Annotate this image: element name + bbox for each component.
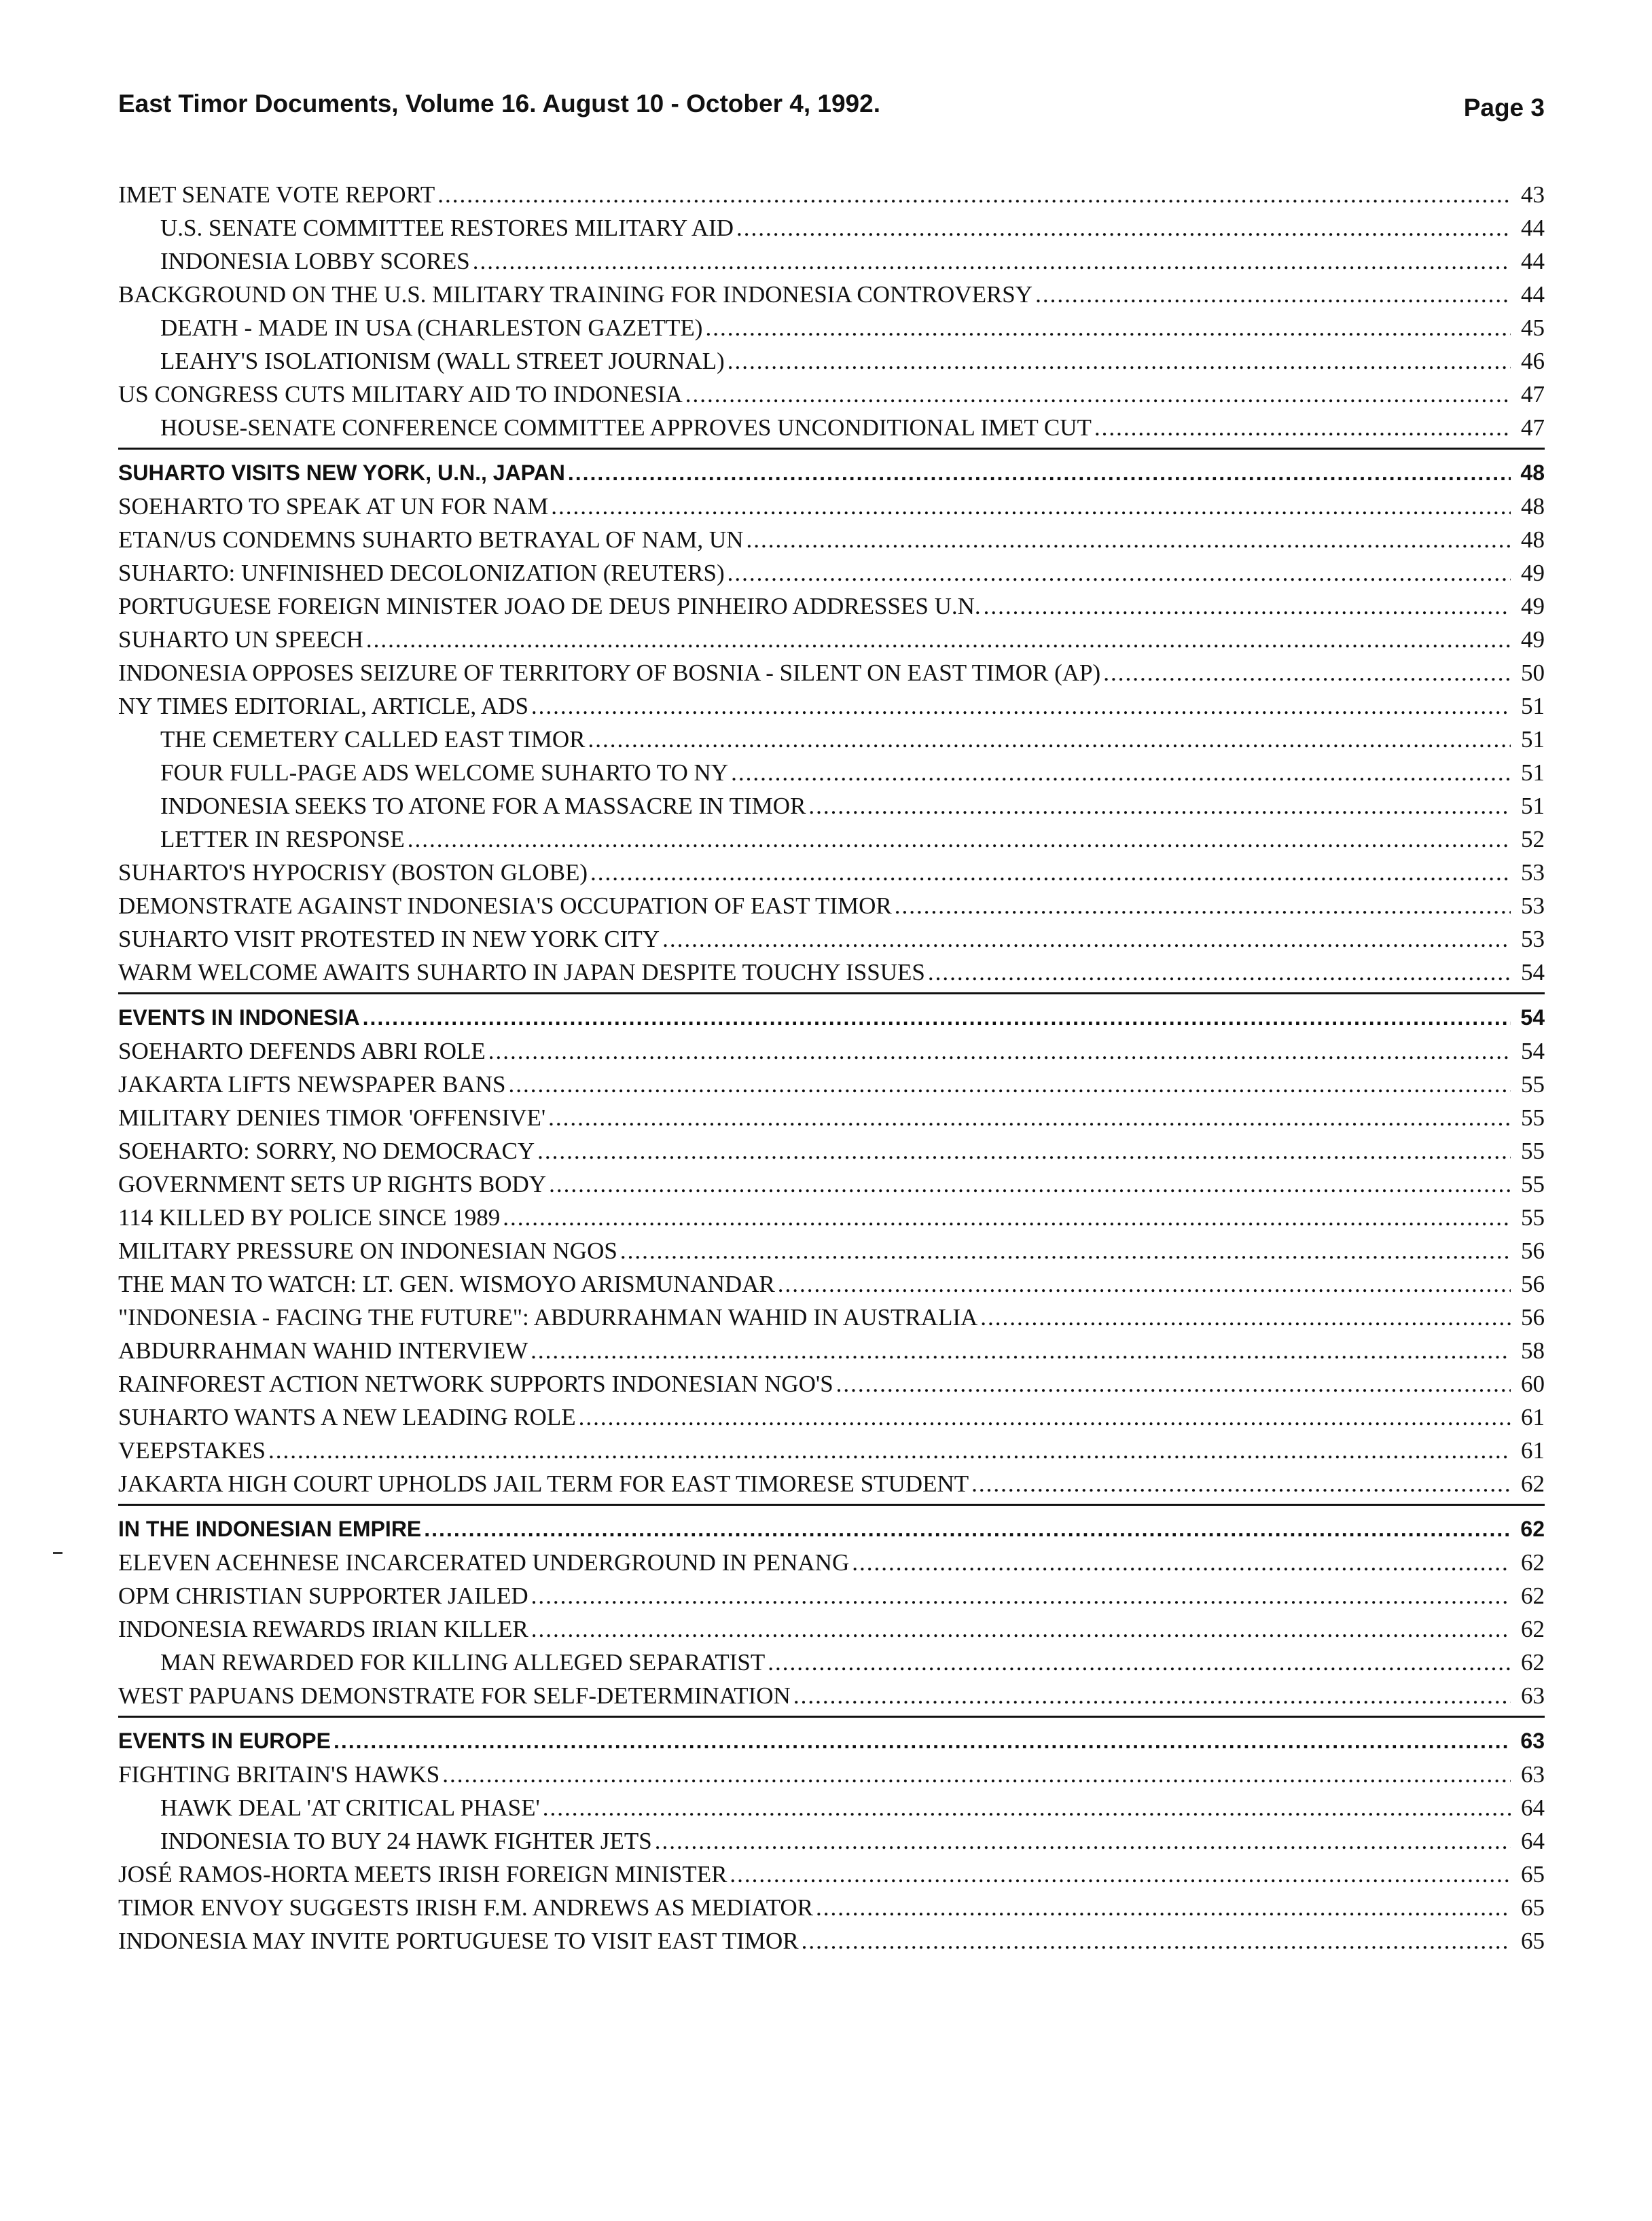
toc-entry-title: MAN REWARDED FOR KILLING ALLEGED SEPARATIST bbox=[160, 1649, 766, 1676]
dot-leader bbox=[551, 490, 1511, 523]
dot-leader bbox=[768, 1646, 1511, 1679]
toc-entry-page: 56 bbox=[1521, 1304, 1545, 1331]
toc-entry-page: 56 bbox=[1521, 1271, 1545, 1297]
toc-entry-title: OPM CHRISTIAN SUPPORTER JAILED bbox=[118, 1583, 528, 1609]
page-header bbox=[118, 90, 1545, 130]
toc-entry-page: 61 bbox=[1521, 1404, 1545, 1430]
toc-entry-title: HAWK DEAL 'AT CRITICAL PHASE' bbox=[160, 1794, 540, 1821]
toc-entry-page: 48 bbox=[1521, 526, 1545, 553]
toc-entry[interactable] bbox=[118, 590, 1545, 623]
toc-entry-title: INDONESIA TO BUY 24 HAWK FIGHTER JETS bbox=[160, 1828, 652, 1854]
toc-entry[interactable] bbox=[118, 523, 1545, 556]
toc-entry[interactable] bbox=[118, 922, 1545, 956]
toc-entry-page: 54 bbox=[1521, 959, 1545, 986]
toc-entry-page: 50 bbox=[1521, 660, 1545, 686]
dot-leader bbox=[543, 1791, 1511, 1824]
toc-entry[interactable] bbox=[118, 1367, 1545, 1401]
section-heading[interactable] bbox=[118, 456, 1545, 490]
toc-entry-page: 62 bbox=[1521, 1649, 1545, 1676]
toc-entry[interactable] bbox=[118, 1401, 1545, 1434]
dot-leader bbox=[736, 211, 1511, 245]
dot-leader bbox=[424, 1513, 1511, 1546]
toc-entry-title: IMET SENATE VOTE REPORT bbox=[118, 181, 435, 208]
section-heading-title: SUHARTO VISITS NEW YORK, U.N., JAPAN bbox=[118, 461, 565, 485]
toc-entry[interactable] bbox=[118, 1858, 1545, 1891]
toc-entry-page: 61 bbox=[1521, 1437, 1545, 1464]
toc-entry-page: 55 bbox=[1521, 1071, 1545, 1098]
toc-entry-title: INDONESIA REWARDS IRIAN KILLER bbox=[118, 1616, 528, 1642]
toc-entry-title: INDONESIA LOBBY SCORES bbox=[160, 248, 470, 274]
dot-leader bbox=[531, 1612, 1511, 1646]
toc-entry[interactable] bbox=[118, 490, 1545, 523]
toc-entry-page: 55 bbox=[1521, 1138, 1545, 1164]
toc-entry[interactable] bbox=[118, 623, 1545, 656]
toc-entry-page: 55 bbox=[1521, 1171, 1545, 1197]
dot-leader bbox=[852, 1546, 1511, 1579]
dot-leader bbox=[508, 1068, 1511, 1101]
dot-leader bbox=[685, 378, 1511, 411]
toc-entry[interactable] bbox=[118, 823, 1545, 856]
toc-entry[interactable] bbox=[118, 1201, 1545, 1234]
toc-entry-page: 63 bbox=[1521, 1761, 1545, 1788]
toc-entry-title: MILITARY DENIES TIMOR 'OFFENSIVE' bbox=[118, 1104, 546, 1131]
toc-entry[interactable] bbox=[118, 411, 1545, 444]
toc-entry-title: WEST PAPUANS DEMONSTRATE FOR SELF-DETERMINATION bbox=[118, 1682, 791, 1709]
toc-entry[interactable] bbox=[118, 1546, 1545, 1579]
dot-leader bbox=[980, 1301, 1511, 1334]
toc-entry-page: 56 bbox=[1521, 1238, 1545, 1264]
toc-entry-title: U.S. SENATE COMMITTEE RESTORES MILITARY AID bbox=[160, 215, 734, 241]
header-title: East Timor Documents, Volume 16. August 10 - October 4, 1992. bbox=[118, 90, 880, 118]
section-heading-page: 63 bbox=[1520, 1729, 1545, 1753]
section-heading-title: EVENTS IN EUROPE bbox=[118, 1729, 331, 1753]
dot-leader bbox=[568, 456, 1511, 490]
dot-leader bbox=[531, 1579, 1511, 1612]
section-divider bbox=[118, 1500, 1545, 1513]
dot-leader bbox=[808, 789, 1511, 823]
toc-entry-page: 47 bbox=[1521, 381, 1545, 408]
page-number: Page 3 bbox=[1463, 94, 1545, 122]
toc-entry-page: 65 bbox=[1521, 1928, 1545, 1954]
dot-leader bbox=[802, 1924, 1511, 1957]
dot-leader bbox=[730, 1858, 1511, 1891]
toc-entry-page: 48 bbox=[1521, 493, 1545, 520]
dot-leader bbox=[731, 756, 1511, 789]
toc-entry-title: SUHARTO'S HYPOCRISY (BOSTON GLOBE) bbox=[118, 859, 588, 886]
toc-entry-title: RAINFOREST ACTION NETWORK SUPPORTS INDONESIAN NGO'S bbox=[118, 1371, 833, 1397]
dot-leader bbox=[268, 1434, 1511, 1467]
toc-entry[interactable] bbox=[118, 211, 1545, 245]
section-heading[interactable] bbox=[118, 1725, 1545, 1758]
toc-entry[interactable] bbox=[118, 723, 1545, 756]
dot-leader bbox=[655, 1824, 1511, 1858]
dot-leader bbox=[408, 823, 1511, 856]
dot-leader bbox=[334, 1725, 1511, 1758]
dot-leader bbox=[488, 1034, 1511, 1068]
toc-entry[interactable] bbox=[118, 689, 1545, 723]
toc-entry-title: NY TIMES EDITORIAL, ARTICLE, ADS bbox=[118, 693, 528, 719]
dot-leader bbox=[971, 1467, 1511, 1500]
dot-leader bbox=[366, 623, 1511, 656]
toc-entry[interactable] bbox=[118, 1612, 1545, 1646]
dot-leader bbox=[473, 245, 1511, 278]
toc-entry-page: 44 bbox=[1521, 248, 1545, 274]
toc-entry-title: LETTER IN RESPONSE bbox=[160, 826, 405, 852]
toc-entry-title: JOSÉ RAMOS-HORTA MEETS IRISH FOREIGN MINISTER bbox=[118, 1861, 728, 1888]
section-heading-page: 62 bbox=[1520, 1517, 1545, 1541]
toc-entry[interactable] bbox=[118, 856, 1545, 889]
dot-leader bbox=[1103, 656, 1511, 689]
section-divider bbox=[118, 444, 1545, 456]
toc-entry-title: WARM WELCOME AWAITS SUHARTO IN JAPAN DESPITE TOUCHY ISSUES bbox=[118, 959, 925, 986]
dot-leader bbox=[928, 956, 1511, 989]
toc-entry-title: JAKARTA HIGH COURT UPHOLDS JAIL TERM FOR EAST TIMORESE STUDENT bbox=[118, 1470, 969, 1497]
section-divider bbox=[118, 989, 1545, 1001]
toc-entry-page: 58 bbox=[1521, 1337, 1545, 1364]
toc-entry-title: DEMONSTRATE AGAINST INDONESIA'S OCCUPATION OF EAST TIMOR bbox=[118, 892, 892, 919]
dot-leader bbox=[537, 1134, 1511, 1168]
toc-entry-title: DEATH - MADE IN USA (CHARLESTON GAZETTE) bbox=[160, 314, 703, 341]
toc-entry-page: 63 bbox=[1521, 1682, 1545, 1709]
toc-entry-page: 49 bbox=[1521, 626, 1545, 653]
toc-entry-page: 64 bbox=[1521, 1794, 1545, 1821]
toc-entry[interactable] bbox=[118, 1134, 1545, 1168]
toc-entry-title: SUHARTO WANTS A NEW LEADING ROLE bbox=[118, 1404, 576, 1430]
dot-leader bbox=[728, 556, 1511, 590]
dot-leader bbox=[531, 689, 1511, 723]
toc-entry-page: 49 bbox=[1521, 593, 1545, 619]
toc-entry-title: LEAHY'S ISOLATIONISM (WALL STREET JOURNAL) bbox=[160, 348, 725, 374]
section-heading-page: 54 bbox=[1520, 1005, 1545, 1030]
dot-leader bbox=[549, 1168, 1511, 1201]
toc-entry[interactable] bbox=[118, 656, 1545, 689]
toc-entry-page: 55 bbox=[1521, 1104, 1545, 1131]
toc-entry[interactable] bbox=[118, 1791, 1545, 1824]
dot-leader bbox=[793, 1679, 1511, 1712]
toc-entry[interactable] bbox=[118, 1434, 1545, 1467]
toc-entry-title: INDONESIA MAY INVITE PORTUGUESE TO VISIT EAST TIMOR bbox=[118, 1928, 799, 1954]
toc-entry[interactable] bbox=[118, 789, 1545, 823]
toc-entry-page: 60 bbox=[1521, 1371, 1545, 1397]
dot-leader bbox=[442, 1758, 1511, 1791]
toc-entry-title: GOVERNMENT SETS UP RIGHTS BODY bbox=[118, 1171, 547, 1197]
toc-entry-page: 54 bbox=[1521, 1038, 1545, 1064]
dot-leader bbox=[1094, 411, 1511, 444]
toc-entry-title: TIMOR ENVOY SUGGESTS IRISH F.M. ANDREWS AS MEDIATOR bbox=[118, 1894, 813, 1921]
toc-entry[interactable] bbox=[118, 1267, 1545, 1301]
toc-entry[interactable] bbox=[118, 1924, 1545, 1957]
toc-entry-page: 64 bbox=[1521, 1828, 1545, 1854]
section-divider bbox=[118, 1712, 1545, 1725]
dot-leader bbox=[590, 856, 1511, 889]
dot-leader bbox=[588, 723, 1511, 756]
toc-entry[interactable] bbox=[118, 1034, 1545, 1068]
dot-leader bbox=[531, 1334, 1511, 1367]
toc-entry[interactable] bbox=[118, 1891, 1545, 1924]
toc-entry-title: 114 KILLED BY POLICE SINCE 1989 bbox=[118, 1204, 501, 1231]
toc-entry-page: 65 bbox=[1521, 1894, 1545, 1921]
toc-entry-page: 51 bbox=[1521, 726, 1545, 753]
stray-mark bbox=[53, 1552, 62, 1554]
toc-entry-page: 53 bbox=[1521, 926, 1545, 952]
toc-entry[interactable] bbox=[118, 889, 1545, 922]
toc-entry-title: ABDURRAHMAN WAHID INTERVIEW bbox=[118, 1337, 528, 1364]
toc-entry[interactable] bbox=[118, 556, 1545, 590]
toc-entry-title: SOEHARTO: SORRY, NO DEMOCRACY bbox=[118, 1138, 535, 1164]
toc-entry-page: 62 bbox=[1521, 1549, 1545, 1576]
dot-leader bbox=[984, 590, 1511, 623]
dot-leader bbox=[1035, 278, 1511, 311]
toc-entry[interactable] bbox=[118, 1679, 1545, 1712]
toc-entry-title: SUHARTO UN SPEECH bbox=[118, 626, 363, 653]
dot-leader bbox=[746, 523, 1511, 556]
toc-entry[interactable] bbox=[118, 278, 1545, 311]
toc-entry[interactable] bbox=[118, 245, 1545, 278]
toc-entry-title: JAKARTA LIFTS NEWSPAPER BANS bbox=[118, 1071, 506, 1098]
dot-leader bbox=[705, 311, 1511, 344]
toc-entry[interactable] bbox=[118, 1467, 1545, 1500]
toc-entry[interactable] bbox=[118, 1301, 1545, 1334]
toc-entry-title: INDONESIA SEEKS TO ATONE FOR A MASSACRE IN TIMOR bbox=[160, 793, 806, 819]
toc-entry-page: 62 bbox=[1521, 1470, 1545, 1497]
toc-entry-title: SOEHARTO DEFENDS ABRI ROLE bbox=[118, 1038, 486, 1064]
toc-entry-title: SUHARTO VISIT PROTESTED IN NEW YORK CITY bbox=[118, 926, 660, 952]
toc-entry-page: 49 bbox=[1521, 560, 1545, 586]
dot-leader bbox=[836, 1367, 1511, 1401]
toc-entry[interactable] bbox=[118, 1168, 1545, 1201]
dot-leader bbox=[662, 922, 1511, 956]
toc-entry[interactable] bbox=[118, 344, 1545, 378]
toc-entry[interactable] bbox=[118, 956, 1545, 989]
dot-leader bbox=[437, 178, 1511, 211]
toc-entry-title: ETAN/US CONDEMNS SUHARTO BETRAYAL OF NAM, UN bbox=[118, 526, 744, 553]
toc-entry-title: HOUSE-SENATE CONFERENCE COMMITTEE APPROVES UNCONDITIONAL IMET CUT bbox=[160, 414, 1092, 441]
section-heading[interactable] bbox=[118, 1513, 1545, 1546]
toc-entry-title: INDONESIA OPPOSES SEIZURE OF TERRITORY OF BOSNIA - SILENT ON EAST TIMOR (AP) bbox=[118, 660, 1101, 686]
dot-leader bbox=[895, 889, 1511, 922]
toc-entry-page: 52 bbox=[1521, 826, 1545, 852]
dot-leader bbox=[728, 344, 1511, 378]
section-heading[interactable] bbox=[118, 1001, 1545, 1034]
toc-entry[interactable] bbox=[118, 1068, 1545, 1101]
toc-entry-title: SUHARTO: UNFINISHED DECOLONIZATION (REUTERS) bbox=[118, 560, 725, 586]
dot-leader bbox=[620, 1234, 1511, 1267]
toc-entry-page: 62 bbox=[1521, 1616, 1545, 1642]
dot-leader bbox=[778, 1267, 1511, 1301]
toc-entry-title: FIGHTING BRITAIN'S HAWKS bbox=[118, 1761, 440, 1788]
toc-entry-title: THE CEMETERY CALLED EAST TIMOR bbox=[160, 726, 586, 753]
toc-entry[interactable] bbox=[118, 1579, 1545, 1612]
toc-entry-title: "INDONESIA - FACING THE FUTURE": ABDURRAHMAN WAHID IN AUSTRALIA bbox=[118, 1304, 978, 1331]
toc-entry[interactable] bbox=[118, 378, 1545, 411]
toc-entry-page: 53 bbox=[1521, 859, 1545, 886]
dot-leader bbox=[548, 1101, 1511, 1134]
toc-entry-page: 45 bbox=[1521, 314, 1545, 341]
toc-entry-title: THE MAN TO WATCH: LT. GEN. WISMOYO ARISMUNANDAR bbox=[118, 1271, 775, 1297]
section-heading-title: EVENTS IN INDONESIA bbox=[118, 1005, 360, 1030]
toc-entry[interactable] bbox=[118, 1334, 1545, 1367]
dot-leader bbox=[816, 1891, 1511, 1924]
toc-entry-page: 46 bbox=[1521, 348, 1545, 374]
toc-entry-title: PORTUGUESE FOREIGN MINISTER JOAO DE DEUS PINHEIRO ADDRESSES U.N. bbox=[118, 593, 981, 619]
toc-entry[interactable] bbox=[118, 1646, 1545, 1679]
toc-entry-title: FOUR FULL-PAGE ADS WELCOME SUHARTO TO NY bbox=[160, 759, 729, 786]
toc-entry-page: 44 bbox=[1521, 281, 1545, 308]
toc-entry[interactable] bbox=[118, 1824, 1545, 1858]
toc-entry-page: 55 bbox=[1521, 1204, 1545, 1231]
toc-entry-page: 51 bbox=[1521, 793, 1545, 819]
dot-leader bbox=[503, 1201, 1511, 1234]
toc-entry[interactable] bbox=[118, 1234, 1545, 1267]
toc-entry-page: 51 bbox=[1521, 693, 1545, 719]
toc-entry-title: US CONGRESS CUTS MILITARY AID TO INDONESIA bbox=[118, 381, 683, 408]
dot-leader bbox=[363, 1001, 1511, 1034]
table-of-contents bbox=[118, 178, 1545, 1957]
toc-entry-page: 65 bbox=[1521, 1861, 1545, 1888]
toc-entry[interactable] bbox=[118, 311, 1545, 344]
toc-entry-title: VEEPSTAKES bbox=[118, 1437, 266, 1464]
toc-entry[interactable] bbox=[118, 1758, 1545, 1791]
toc-entry-page: 43 bbox=[1521, 181, 1545, 208]
toc-entry-page: 44 bbox=[1521, 215, 1545, 241]
section-heading-title: IN THE INDONESIAN EMPIRE bbox=[118, 1517, 422, 1541]
toc-entry-title: BACKGROUND ON THE U.S. MILITARY TRAINING FOR INDONESIA CONTROVERSY bbox=[118, 281, 1033, 308]
toc-entry-title: MILITARY PRESSURE ON INDONESIAN NGOS bbox=[118, 1238, 617, 1264]
toc-entry[interactable] bbox=[118, 1101, 1545, 1134]
toc-entry-page: 62 bbox=[1521, 1583, 1545, 1609]
toc-entry-page: 53 bbox=[1521, 892, 1545, 919]
toc-entry-page: 51 bbox=[1521, 759, 1545, 786]
toc-entry-title: ELEVEN ACEHNESE INCARCERATED UNDERGROUND IN PENANG bbox=[118, 1549, 850, 1576]
toc-entry[interactable] bbox=[118, 756, 1545, 789]
toc-entry[interactable] bbox=[118, 178, 1545, 211]
toc-entry-page: 47 bbox=[1521, 414, 1545, 441]
dot-leader bbox=[579, 1401, 1511, 1434]
section-heading-page: 48 bbox=[1520, 461, 1545, 485]
toc-entry-title: SOEHARTO TO SPEAK AT UN FOR NAM bbox=[118, 493, 549, 520]
